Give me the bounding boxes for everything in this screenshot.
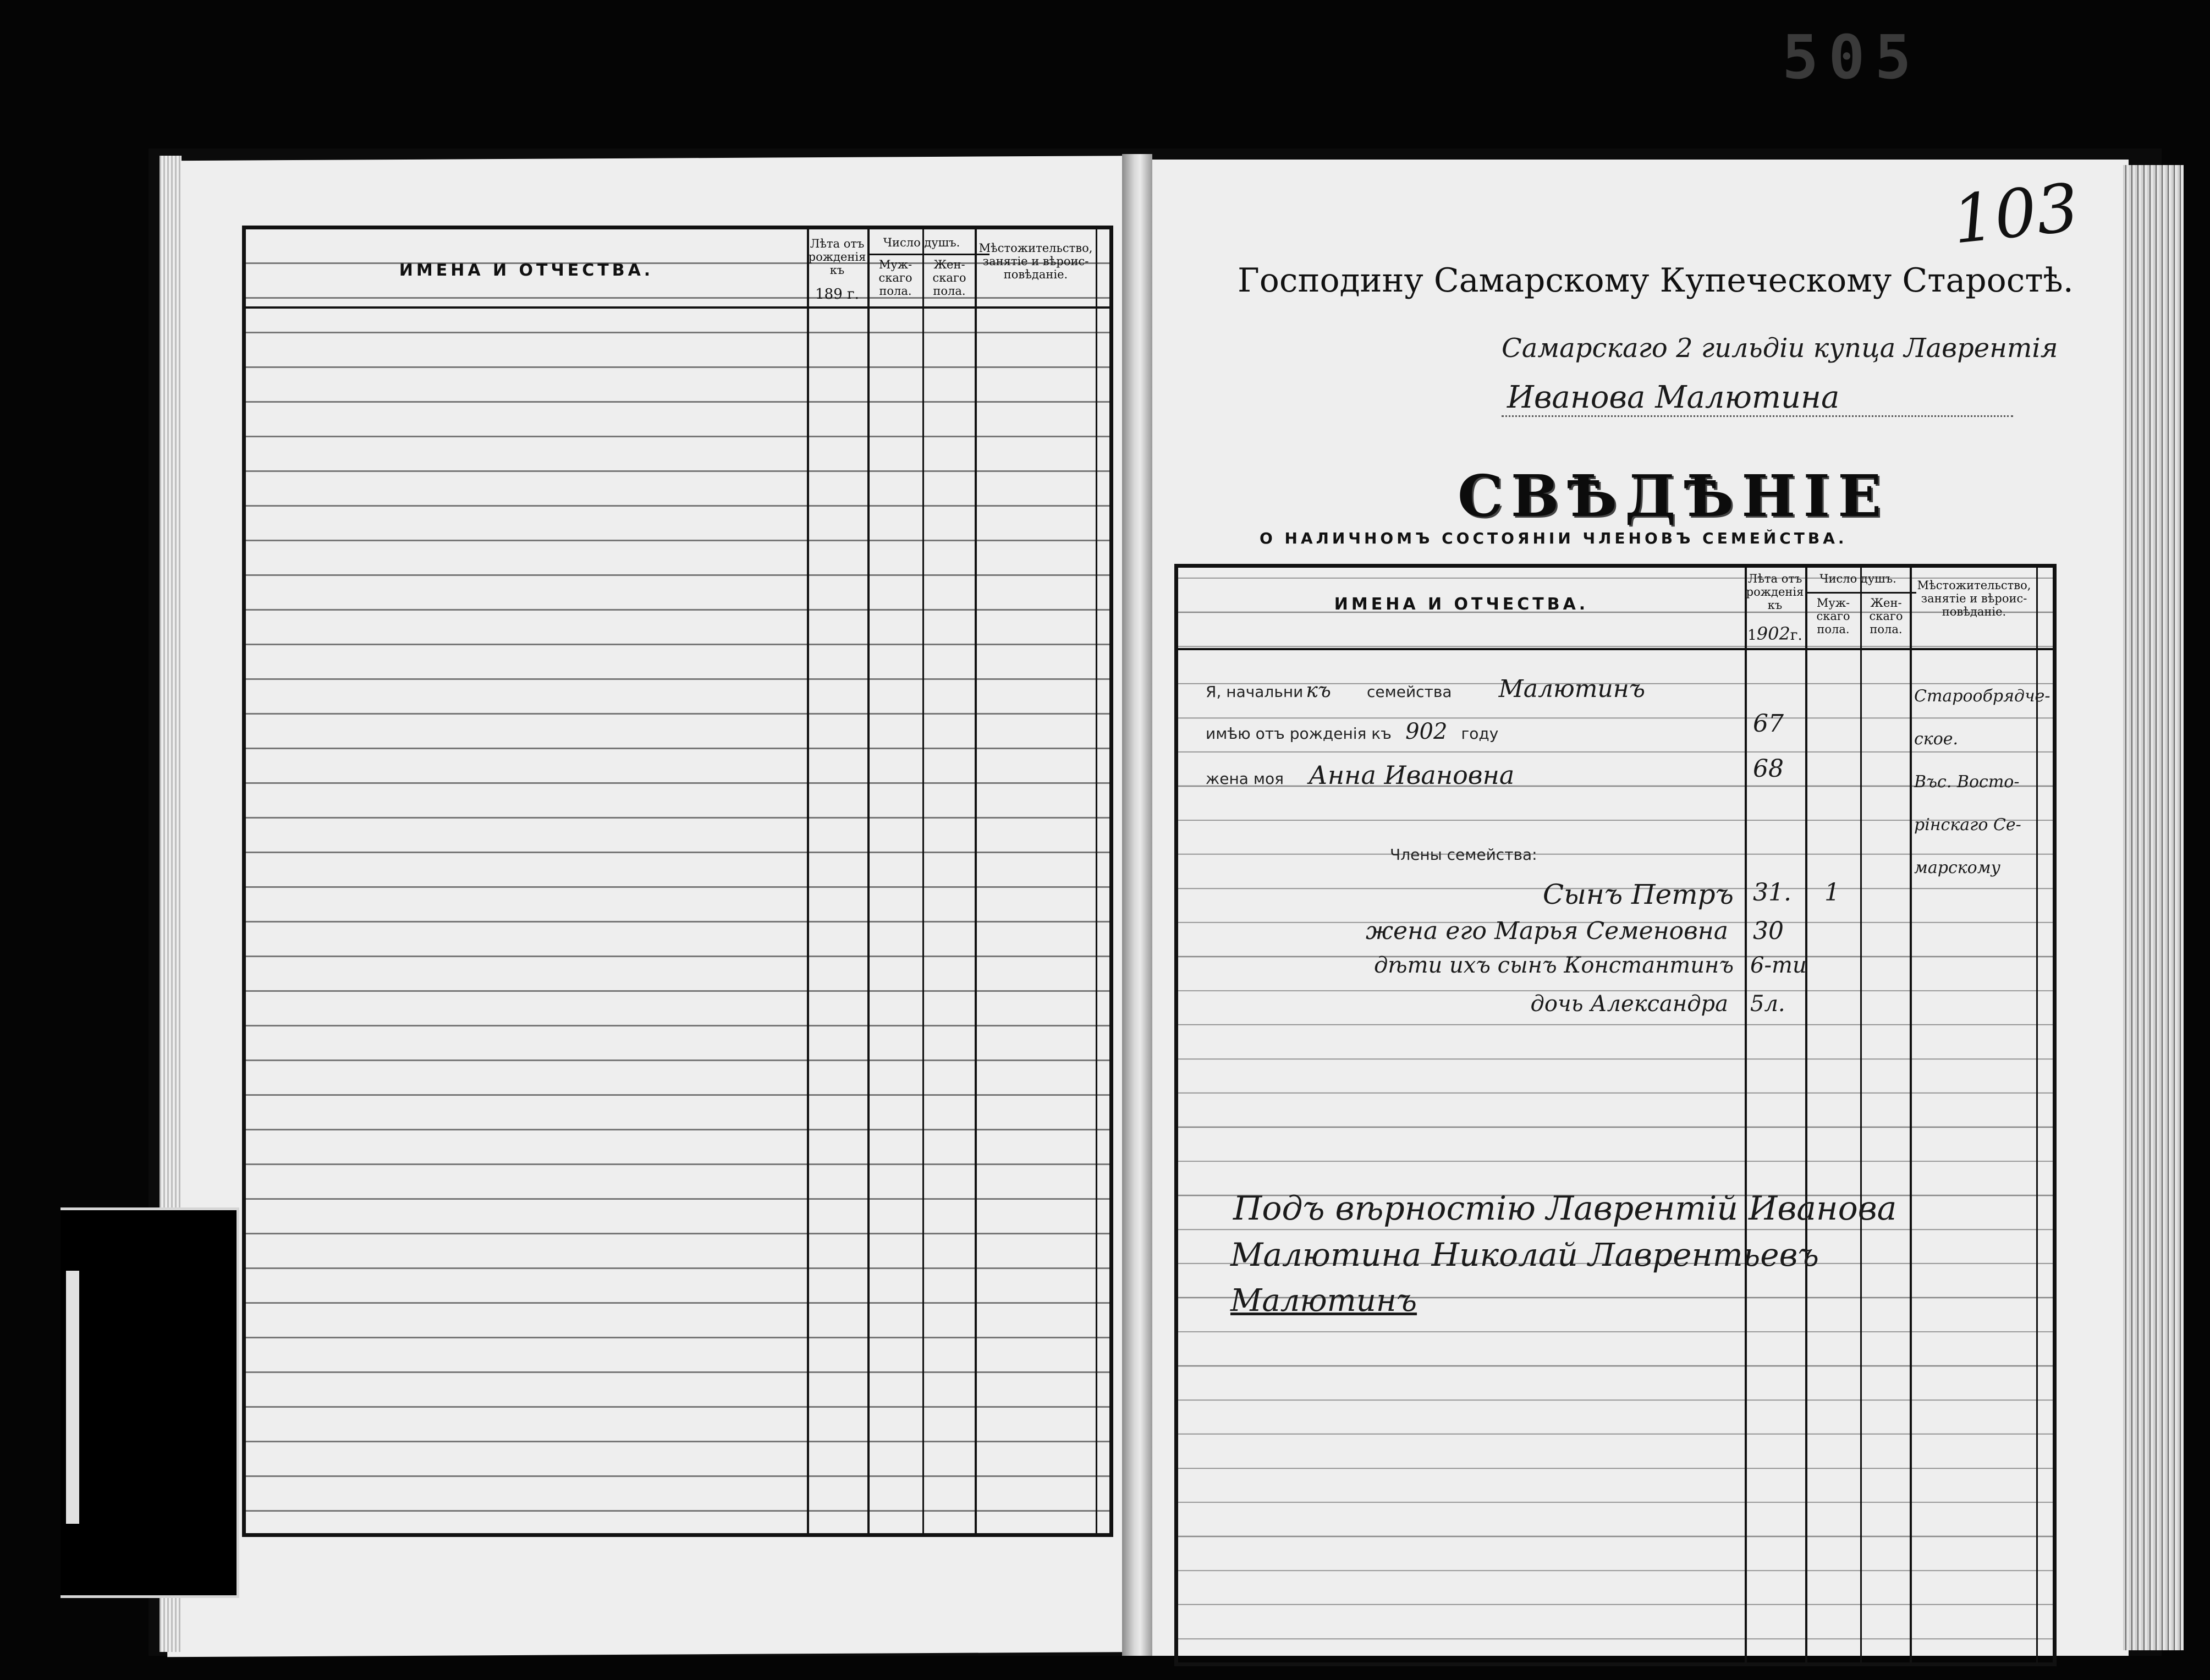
member-name: жена его Марья Семеновна	[1365, 917, 1728, 945]
residence-note-line: ское.	[1914, 729, 1959, 749]
book-gutter	[1122, 154, 1152, 1656]
member-male-count: 1	[1824, 879, 1840, 907]
residence-column-header: Мѣстожительство, занятіе и вѣроис-повѣданіе.	[1917, 579, 2031, 619]
year-label: году	[1461, 724, 1499, 743]
female-column-header: Жен-скаго пола.	[1869, 596, 1903, 636]
signature-line: Малютина Николай Лаврентьевъ	[1230, 1236, 1819, 1273]
residence-column-header: Мѣстожительство, занятіе и вѣроис-повѣданіе.	[978, 241, 1093, 282]
years-column-year	[1746, 624, 1804, 644]
souls-sub-rule	[1805, 592, 1916, 594]
document-title: СВѢДѢНІЕ	[1458, 462, 1889, 530]
left-col-divider	[867, 229, 870, 1533]
signature-line: Малютинъ	[1230, 1283, 1417, 1319]
wife-age: 68	[1753, 755, 1784, 783]
left-col-divider	[975, 229, 977, 1533]
book-tab-label-strip	[66, 1271, 79, 1524]
souls-column-header: Число душъ.	[1819, 572, 1896, 585]
member-age: 6-ти	[1750, 953, 1807, 978]
wife-line	[1206, 760, 1514, 790]
left-register-table	[242, 226, 1113, 1537]
head-surname: Малютинъ	[1498, 675, 1646, 703]
right-col-divider	[1860, 568, 1862, 1662]
family-label: семейства	[1367, 683, 1452, 701]
right-col-divider	[1745, 568, 1747, 1662]
left-col-divider	[1096, 229, 1097, 1533]
wife-name: Анна Ивановна	[1309, 760, 1515, 790]
right-header-rule	[1178, 648, 2053, 650]
right-col-divider	[1910, 568, 1912, 1662]
members-label: Члены семейства:	[1390, 846, 1537, 864]
years-handwritten: 902	[1756, 623, 1790, 644]
souls-sub-rule	[867, 254, 989, 255]
head-gender-suffix: къ	[1306, 679, 1331, 702]
male-column-header: Муж-скаго пола.	[1816, 596, 1850, 636]
address-title: Господину Самарскому Купеческому Старостѣ.	[1238, 261, 2074, 300]
member-name: дѣти ихъ сынъ Константинъ	[1373, 953, 1734, 978]
names-column-header: ИМЕНА И ОТЧЕСТВА.	[1334, 595, 1589, 614]
member-name: дочь Александра	[1530, 991, 1728, 1017]
merchant-underline	[1502, 415, 2013, 417]
left-header-rule	[246, 306, 1109, 309]
male-column-header: Муж-скаго пола.	[878, 258, 912, 298]
member-age: 31.	[1753, 879, 1791, 907]
head-year: 902	[1405, 719, 1448, 744]
member-age: 30	[1753, 917, 1784, 945]
archive-film-mark: 505	[1782, 22, 1921, 92]
book-tab	[61, 1207, 239, 1598]
head-line-2	[1206, 719, 1498, 744]
signature-line: Подъ вѣрностію Лаврентій Иванова	[1233, 1189, 1897, 1228]
years-suffix: г.	[1790, 627, 1802, 644]
names-column-header: ИМЕНА И ОТЧЕСТВА.	[399, 261, 654, 280]
birth-label: имѣю отъ рожденія къ	[1206, 724, 1392, 743]
head-line-1	[1206, 675, 1645, 703]
years-column-year: 189 г.	[815, 286, 859, 303]
female-column-header: Жен-скаго пола.	[932, 258, 966, 298]
wife-label: жена моя	[1206, 770, 1284, 788]
page-number: 103	[1949, 169, 2082, 259]
left-col-divider	[807, 229, 809, 1533]
years-column-header: Лѣта отъ рожденія къ	[808, 237, 866, 277]
head-age: 67	[1753, 710, 1784, 738]
right-col-divider	[1805, 568, 1807, 1662]
residence-note-line: Въс. Восто-	[1914, 772, 2020, 792]
residence-note	[1914, 675, 2050, 890]
right-page-edges	[2123, 165, 2184, 1650]
member-name: Сынъ Петръ	[1542, 879, 1734, 910]
years-column-header: Лѣта отъ рожденія къ	[1746, 572, 1804, 612]
souls-column-header: Число душъ.	[883, 236, 960, 249]
right-register-table	[1174, 564, 2057, 1666]
residence-note-line: Старообрядче-	[1914, 687, 2050, 706]
residence-note-line: марскому	[1914, 858, 2001, 877]
residence-note-line: рінскаго Се-	[1914, 815, 2021, 834]
member-age: 5л.	[1750, 991, 1785, 1017]
head-label: Я, начальни	[1206, 683, 1304, 701]
merchant-line-2: Иванова Малютина	[1507, 380, 1840, 415]
left-col-divider	[922, 229, 924, 1533]
years-prefix: 1	[1747, 627, 1757, 644]
document-subtitle: О НАЛИЧНОМЪ СОСТОЯНІИ ЧЛЕНОВЪ СЕМЕЙСТВА.	[1260, 529, 1848, 547]
merchant-line-1: Самарскаго 2 гильдіи купца Лаврентія	[1502, 333, 2058, 364]
